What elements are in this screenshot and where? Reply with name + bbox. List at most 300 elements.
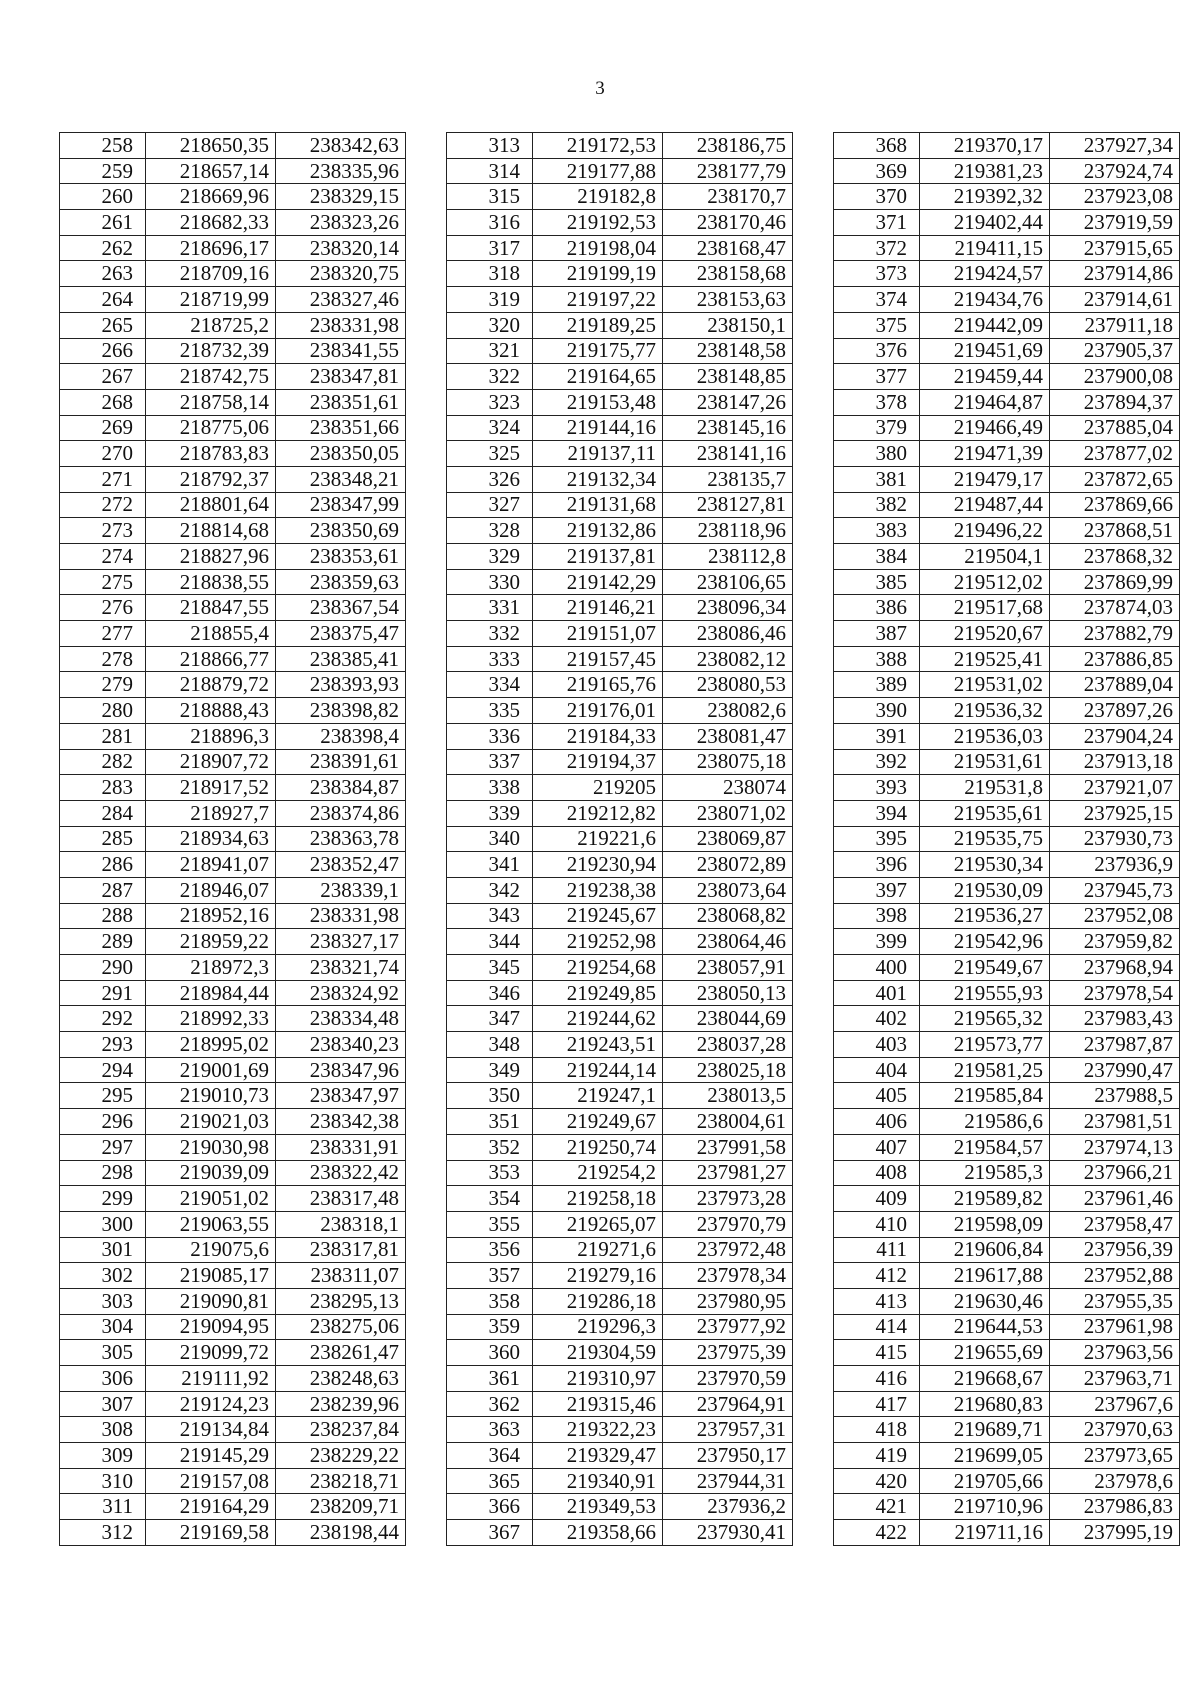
x-coordinate-cell: 219157,45	[533, 646, 663, 672]
point-number-cell: 350	[447, 1083, 533, 1109]
x-coordinate-cell: 219304,59	[533, 1340, 663, 1366]
y-coordinate-cell: 238350,05	[276, 441, 406, 467]
point-number-cell: 280	[60, 698, 146, 724]
y-coordinate-cell: 238082,12	[663, 646, 793, 672]
table-row	[834, 184, 1180, 210]
y-coordinate-cell: 237963,56	[1050, 1340, 1180, 1366]
x-coordinate-cell: 219146,21	[533, 595, 663, 621]
table-row	[447, 1366, 793, 1392]
table-row	[834, 1237, 1180, 1263]
point-number-cell: 337	[447, 749, 533, 775]
y-coordinate-cell: 237944,31	[663, 1468, 793, 1494]
table-row	[447, 1237, 793, 1263]
x-coordinate-cell: 219137,11	[533, 441, 663, 467]
y-coordinate-cell: 238393,93	[276, 672, 406, 698]
table-row	[834, 698, 1180, 724]
table-row	[60, 210, 406, 236]
y-coordinate-cell: 237995,19	[1050, 1520, 1180, 1546]
table-row	[834, 544, 1180, 570]
table-row	[447, 723, 793, 749]
x-coordinate-cell: 219668,67	[920, 1366, 1050, 1392]
y-coordinate-cell: 238239,96	[276, 1391, 406, 1417]
y-coordinate-cell: 238218,71	[276, 1468, 406, 1494]
point-number-cell: 415	[834, 1340, 920, 1366]
y-coordinate-cell: 237990,47	[1050, 1057, 1180, 1083]
table-row	[834, 1109, 1180, 1135]
point-number-cell: 395	[834, 826, 920, 852]
point-number-cell: 282	[60, 749, 146, 775]
point-number-cell: 364	[447, 1443, 533, 1469]
point-number-cell: 316	[447, 210, 533, 236]
table-row	[60, 775, 406, 801]
table-row	[834, 852, 1180, 878]
point-number-cell: 291	[60, 980, 146, 1006]
x-coordinate-cell: 218992,33	[146, 1006, 276, 1032]
y-coordinate-cell: 237955,35	[1050, 1288, 1180, 1314]
point-number-cell: 422	[834, 1520, 920, 1546]
point-number-cell: 266	[60, 338, 146, 364]
y-coordinate-cell: 238080,53	[663, 672, 793, 698]
table-row	[834, 877, 1180, 903]
x-coordinate-cell: 219358,66	[533, 1520, 663, 1546]
x-coordinate-cell: 218959,22	[146, 929, 276, 955]
x-coordinate-cell: 218934,63	[146, 826, 276, 852]
point-number-cell: 288	[60, 903, 146, 929]
point-number-cell: 262	[60, 235, 146, 261]
y-coordinate-cell: 237913,18	[1050, 749, 1180, 775]
point-number-cell: 365	[447, 1468, 533, 1494]
x-coordinate-cell: 219221,6	[533, 826, 663, 852]
x-coordinate-cell: 219175,77	[533, 338, 663, 364]
table-row	[60, 466, 406, 492]
y-coordinate-cell: 237961,46	[1050, 1186, 1180, 1212]
table-row	[834, 1520, 1180, 1546]
x-coordinate-cell: 219581,25	[920, 1057, 1050, 1083]
y-coordinate-cell: 237988,5	[1050, 1083, 1180, 1109]
table-row	[60, 1288, 406, 1314]
table-row	[834, 1083, 1180, 1109]
table-row	[60, 1134, 406, 1160]
y-coordinate-cell: 237911,18	[1050, 312, 1180, 338]
x-coordinate-cell: 219531,61	[920, 749, 1050, 775]
point-number-cell: 392	[834, 749, 920, 775]
y-coordinate-cell: 238186,75	[663, 133, 793, 159]
point-number-cell: 400	[834, 955, 920, 981]
x-coordinate-cell: 218827,96	[146, 544, 276, 570]
x-coordinate-cell: 218775,06	[146, 415, 276, 441]
x-coordinate-cell: 219520,67	[920, 621, 1050, 647]
y-coordinate-cell: 237889,04	[1050, 672, 1180, 698]
y-coordinate-cell: 238352,47	[276, 852, 406, 878]
point-number-cell: 402	[834, 1006, 920, 1032]
y-coordinate-cell: 237894,37	[1050, 389, 1180, 415]
point-number-cell: 270	[60, 441, 146, 467]
x-coordinate-cell: 219531,02	[920, 672, 1050, 698]
x-coordinate-cell: 219585,3	[920, 1160, 1050, 1186]
table-row	[60, 415, 406, 441]
y-coordinate-cell: 237936,2	[663, 1494, 793, 1520]
point-number-cell: 318	[447, 261, 533, 287]
x-coordinate-cell: 218732,39	[146, 338, 276, 364]
table-row	[447, 1057, 793, 1083]
y-coordinate-cell: 237936,9	[1050, 852, 1180, 878]
y-coordinate-cell: 238341,55	[276, 338, 406, 364]
point-number-cell: 412	[834, 1263, 920, 1289]
point-number-cell: 309	[60, 1443, 146, 1469]
point-number-cell: 399	[834, 929, 920, 955]
table-row	[60, 826, 406, 852]
point-number-cell: 379	[834, 415, 920, 441]
table-row	[834, 903, 1180, 929]
point-number-cell: 305	[60, 1340, 146, 1366]
y-coordinate-cell: 237961,98	[1050, 1314, 1180, 1340]
point-number-cell: 408	[834, 1160, 920, 1186]
table-row	[60, 1032, 406, 1058]
table-row	[834, 955, 1180, 981]
x-coordinate-cell: 219085,17	[146, 1263, 276, 1289]
y-coordinate-cell: 237950,17	[663, 1443, 793, 1469]
table-row	[60, 1211, 406, 1237]
table-row	[60, 672, 406, 698]
point-number-cell: 258	[60, 133, 146, 159]
table-row	[834, 1314, 1180, 1340]
y-coordinate-cell: 238082,6	[663, 698, 793, 724]
table-row	[447, 287, 793, 313]
y-coordinate-cell: 238351,66	[276, 415, 406, 441]
point-number-cell: 315	[447, 184, 533, 210]
x-coordinate-cell: 219192,53	[533, 210, 663, 236]
y-coordinate-cell: 237904,24	[1050, 723, 1180, 749]
table-row	[447, 800, 793, 826]
y-coordinate-cell: 238322,42	[276, 1160, 406, 1186]
x-coordinate-cell: 219711,16	[920, 1520, 1050, 1546]
x-coordinate-cell: 219310,97	[533, 1366, 663, 1392]
x-coordinate-cell: 218725,2	[146, 312, 276, 338]
y-coordinate-cell: 237868,32	[1050, 544, 1180, 570]
table-row	[447, 261, 793, 287]
point-number-cell: 281	[60, 723, 146, 749]
table-row	[60, 312, 406, 338]
x-coordinate-cell: 219265,07	[533, 1211, 663, 1237]
y-coordinate-cell: 238359,63	[276, 569, 406, 595]
y-coordinate-cell: 238153,63	[663, 287, 793, 313]
table-row	[60, 1160, 406, 1186]
y-coordinate-cell: 238013,5	[663, 1083, 793, 1109]
point-number-cell: 342	[447, 877, 533, 903]
point-number-cell: 323	[447, 389, 533, 415]
table-row	[60, 492, 406, 518]
y-coordinate-cell: 238147,26	[663, 389, 793, 415]
x-coordinate-cell: 219111,92	[146, 1366, 276, 1392]
point-number-cell: 410	[834, 1211, 920, 1237]
table-row	[447, 646, 793, 672]
y-coordinate-cell: 237975,39	[663, 1340, 793, 1366]
x-coordinate-cell: 219184,33	[533, 723, 663, 749]
x-coordinate-cell: 218879,72	[146, 672, 276, 698]
table-row	[60, 877, 406, 903]
table-row	[834, 980, 1180, 1006]
table-row	[834, 1468, 1180, 1494]
table-row	[60, 1083, 406, 1109]
x-coordinate-cell: 218742,75	[146, 364, 276, 390]
point-number-cell: 289	[60, 929, 146, 955]
table-row	[60, 1340, 406, 1366]
y-coordinate-cell: 237952,88	[1050, 1263, 1180, 1289]
point-number-cell: 355	[447, 1211, 533, 1237]
x-coordinate-cell: 219710,96	[920, 1494, 1050, 1520]
point-number-cell: 259	[60, 158, 146, 184]
table-row	[447, 1006, 793, 1032]
point-number-cell: 303	[60, 1288, 146, 1314]
table-row	[447, 980, 793, 1006]
point-number-cell: 380	[834, 441, 920, 467]
y-coordinate-cell: 237900,08	[1050, 364, 1180, 390]
table-row	[60, 1520, 406, 1546]
table-row	[60, 1057, 406, 1083]
y-coordinate-cell: 238073,64	[663, 877, 793, 903]
point-number-cell: 375	[834, 312, 920, 338]
table-row	[834, 672, 1180, 698]
x-coordinate-cell: 218995,02	[146, 1032, 276, 1058]
y-coordinate-cell: 238321,74	[276, 955, 406, 981]
point-number-cell: 340	[447, 826, 533, 852]
y-coordinate-cell: 237986,83	[1050, 1494, 1180, 1520]
x-coordinate-cell: 218941,07	[146, 852, 276, 878]
point-number-cell: 409	[834, 1186, 920, 1212]
y-coordinate-cell: 238367,54	[276, 595, 406, 621]
x-coordinate-cell: 218682,33	[146, 210, 276, 236]
x-coordinate-cell: 219584,57	[920, 1134, 1050, 1160]
y-coordinate-cell: 238347,81	[276, 364, 406, 390]
table-row	[447, 1314, 793, 1340]
table-row	[60, 852, 406, 878]
table-row	[834, 1391, 1180, 1417]
point-number-cell: 295	[60, 1083, 146, 1109]
y-coordinate-cell: 237970,59	[663, 1366, 793, 1392]
x-coordinate-cell: 219124,23	[146, 1391, 276, 1417]
table-row	[447, 621, 793, 647]
x-coordinate-cell: 219249,85	[533, 980, 663, 1006]
y-coordinate-cell: 238064,46	[663, 929, 793, 955]
x-coordinate-cell: 219689,71	[920, 1417, 1050, 1443]
y-coordinate-cell: 238320,14	[276, 235, 406, 261]
x-coordinate-cell: 219466,49	[920, 415, 1050, 441]
x-coordinate-cell: 219090,81	[146, 1288, 276, 1314]
x-coordinate-cell: 218801,64	[146, 492, 276, 518]
y-coordinate-cell: 238324,92	[276, 980, 406, 1006]
point-number-cell: 391	[834, 723, 920, 749]
y-coordinate-cell: 237886,85	[1050, 646, 1180, 672]
point-number-cell: 347	[447, 1006, 533, 1032]
table-row	[447, 184, 793, 210]
y-coordinate-cell: 237970,79	[663, 1211, 793, 1237]
x-coordinate-cell: 219459,44	[920, 364, 1050, 390]
table-row	[834, 646, 1180, 672]
table-row	[447, 955, 793, 981]
y-coordinate-cell: 238004,61	[663, 1109, 793, 1135]
y-coordinate-cell: 237923,08	[1050, 184, 1180, 210]
y-coordinate-cell: 237956,39	[1050, 1237, 1180, 1263]
point-number-cell: 396	[834, 852, 920, 878]
x-coordinate-cell: 219680,83	[920, 1391, 1050, 1417]
point-number-cell: 374	[834, 287, 920, 313]
x-coordinate-cell: 219197,22	[533, 287, 663, 313]
y-coordinate-cell: 237882,79	[1050, 621, 1180, 647]
y-coordinate-cell: 238086,46	[663, 621, 793, 647]
y-coordinate-cell: 238135,7	[663, 466, 793, 492]
point-number-cell: 377	[834, 364, 920, 390]
point-number-cell: 271	[60, 466, 146, 492]
y-coordinate-cell: 238327,17	[276, 929, 406, 955]
x-coordinate-cell: 219134,84	[146, 1417, 276, 1443]
table-row	[60, 261, 406, 287]
x-coordinate-cell: 219296,3	[533, 1314, 663, 1340]
y-coordinate-cell: 238335,96	[276, 158, 406, 184]
point-number-cell: 328	[447, 518, 533, 544]
y-coordinate-cell: 238044,69	[663, 1006, 793, 1032]
x-coordinate-cell: 218783,83	[146, 441, 276, 467]
x-coordinate-cell: 219271,6	[533, 1237, 663, 1263]
x-coordinate-cell: 219434,76	[920, 287, 1050, 313]
point-number-cell: 405	[834, 1083, 920, 1109]
y-coordinate-cell: 238127,81	[663, 492, 793, 518]
x-coordinate-cell: 219063,55	[146, 1211, 276, 1237]
y-coordinate-cell: 238158,68	[663, 261, 793, 287]
point-number-cell: 403	[834, 1032, 920, 1058]
table-row	[447, 698, 793, 724]
x-coordinate-cell: 218814,68	[146, 518, 276, 544]
point-number-cell: 317	[447, 235, 533, 261]
table-row	[447, 1468, 793, 1494]
y-coordinate-cell: 238391,61	[276, 749, 406, 775]
y-coordinate-cell: 237919,59	[1050, 210, 1180, 236]
point-number-cell: 358	[447, 1288, 533, 1314]
y-coordinate-cell: 237981,51	[1050, 1109, 1180, 1135]
point-number-cell: 319	[447, 287, 533, 313]
table-row	[447, 1263, 793, 1289]
x-coordinate-cell: 219535,75	[920, 826, 1050, 852]
table-row	[447, 1160, 793, 1186]
y-coordinate-cell: 237981,27	[663, 1160, 793, 1186]
table-row	[447, 133, 793, 159]
point-number-cell: 332	[447, 621, 533, 647]
y-coordinate-cell: 238118,96	[663, 518, 793, 544]
y-coordinate-cell: 238081,47	[663, 723, 793, 749]
table-row	[834, 287, 1180, 313]
y-coordinate-cell: 237991,58	[663, 1134, 793, 1160]
x-coordinate-cell: 219549,67	[920, 955, 1050, 981]
table-row	[447, 1134, 793, 1160]
x-coordinate-cell: 218657,14	[146, 158, 276, 184]
y-coordinate-cell: 238248,63	[276, 1366, 406, 1392]
table-row	[60, 1006, 406, 1032]
point-number-cell: 324	[447, 415, 533, 441]
y-coordinate-cell: 237885,04	[1050, 415, 1180, 441]
point-number-cell: 279	[60, 672, 146, 698]
point-number-cell: 284	[60, 800, 146, 826]
table-row	[60, 1314, 406, 1340]
y-coordinate-cell: 238353,61	[276, 544, 406, 570]
table-row	[447, 595, 793, 621]
point-number-cell: 290	[60, 955, 146, 981]
y-coordinate-cell: 237945,73	[1050, 877, 1180, 903]
x-coordinate-cell: 219030,98	[146, 1134, 276, 1160]
point-number-cell: 353	[447, 1160, 533, 1186]
table-row	[834, 466, 1180, 492]
point-number-cell: 406	[834, 1109, 920, 1135]
point-number-cell: 268	[60, 389, 146, 415]
table-row	[447, 929, 793, 955]
table-row	[60, 133, 406, 159]
table-row	[60, 723, 406, 749]
x-coordinate-cell: 218907,72	[146, 749, 276, 775]
table-row	[834, 1417, 1180, 1443]
y-coordinate-cell: 238340,23	[276, 1032, 406, 1058]
table-row	[447, 1494, 793, 1520]
y-coordinate-cell: 237963,71	[1050, 1366, 1180, 1392]
point-number-cell: 398	[834, 903, 920, 929]
table-row	[834, 723, 1180, 749]
x-coordinate-cell: 219565,32	[920, 1006, 1050, 1032]
y-coordinate-cell: 238075,18	[663, 749, 793, 775]
y-coordinate-cell: 237967,6	[1050, 1391, 1180, 1417]
table-row	[447, 877, 793, 903]
point-number-cell: 300	[60, 1211, 146, 1237]
point-number-cell: 292	[60, 1006, 146, 1032]
table-row	[60, 338, 406, 364]
point-number-cell: 294	[60, 1057, 146, 1083]
y-coordinate-cell: 237983,43	[1050, 1006, 1180, 1032]
y-coordinate-cell: 238261,47	[276, 1340, 406, 1366]
x-coordinate-cell: 219617,88	[920, 1263, 1050, 1289]
table-row	[60, 1263, 406, 1289]
x-coordinate-cell: 219536,03	[920, 723, 1050, 749]
point-number-cell: 327	[447, 492, 533, 518]
table-row	[60, 800, 406, 826]
point-number-cell: 269	[60, 415, 146, 441]
y-coordinate-cell: 238331,91	[276, 1134, 406, 1160]
y-coordinate-cell: 238198,44	[276, 1520, 406, 1546]
point-number-cell: 386	[834, 595, 920, 621]
y-coordinate-cell: 238339,1	[276, 877, 406, 903]
y-coordinate-cell: 237972,48	[663, 1237, 793, 1263]
x-coordinate-cell: 219153,48	[533, 389, 663, 415]
point-number-cell: 314	[447, 158, 533, 184]
table-row	[834, 338, 1180, 364]
x-coordinate-cell: 219479,17	[920, 466, 1050, 492]
table-row	[60, 595, 406, 621]
x-coordinate-cell: 219051,02	[146, 1186, 276, 1212]
table-row	[447, 235, 793, 261]
table-row	[447, 1288, 793, 1314]
y-coordinate-cell: 237874,03	[1050, 595, 1180, 621]
y-coordinate-cell: 237897,26	[1050, 698, 1180, 724]
point-number-cell: 366	[447, 1494, 533, 1520]
point-number-cell: 417	[834, 1391, 920, 1417]
y-coordinate-cell: 238072,89	[663, 852, 793, 878]
y-coordinate-cell: 237877,02	[1050, 441, 1180, 467]
x-coordinate-cell: 219189,25	[533, 312, 663, 338]
y-coordinate-cell: 237927,34	[1050, 133, 1180, 159]
point-number-cell: 420	[834, 1468, 920, 1494]
y-coordinate-cell: 238375,47	[276, 621, 406, 647]
y-coordinate-cell: 238317,48	[276, 1186, 406, 1212]
point-number-cell: 385	[834, 569, 920, 595]
y-coordinate-cell: 237925,15	[1050, 800, 1180, 826]
table-row	[834, 929, 1180, 955]
point-number-cell: 287	[60, 877, 146, 903]
x-coordinate-cell: 218719,99	[146, 287, 276, 313]
